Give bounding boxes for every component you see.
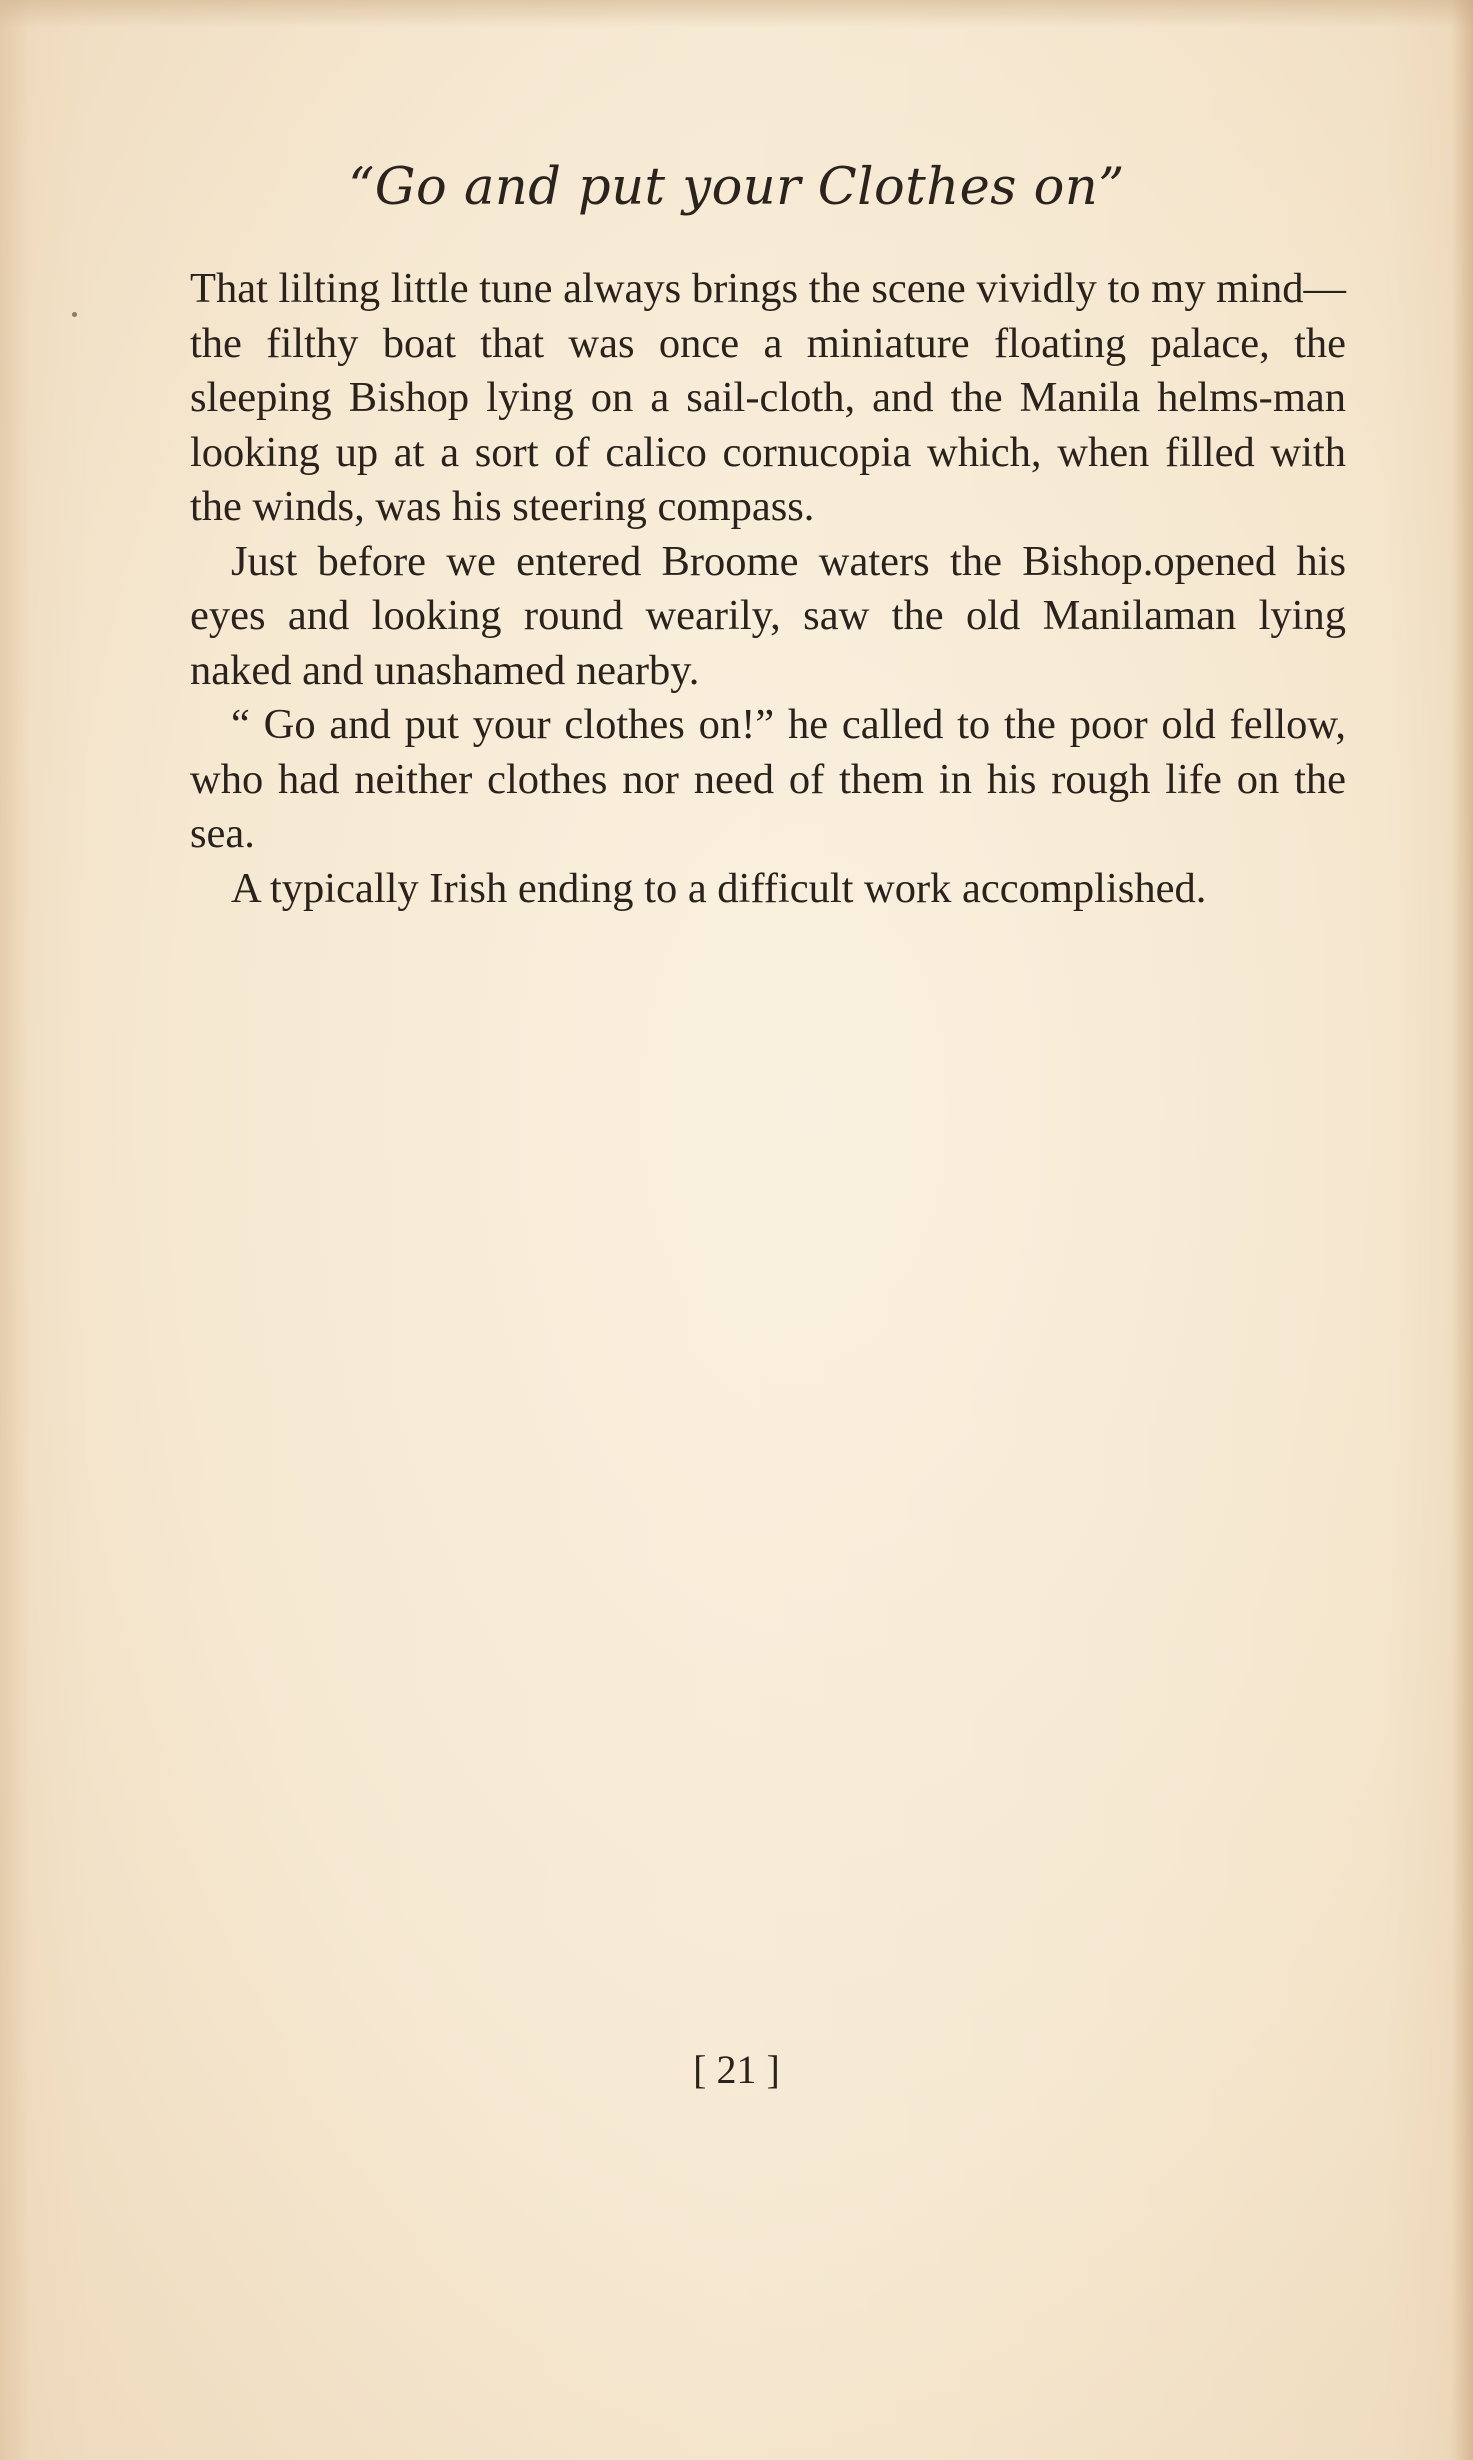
paragraph-1: That lilting little tune always brings the scene vividly to my mind—the filthy boat that was once a miniature floating palace, the sleeping Bishop lying on a sail-cloth, and the Manila helms-man looking up at a sort of calico cornucopia which, when filled with the winds, was his steering compass. [190, 265, 1346, 530]
paper-speck [72, 312, 77, 317]
paragraph-3: “ Go and put your clothes on!” he called to the poor old fellow, who had neither clothes nor need of them in his rough life on the sea. [190, 701, 1346, 857]
paragraph-2: Just before we entered Broome waters the Bishop.opened his eyes and looking round wearily, saw the old Manilaman lying naked and unashamed nearby. [190, 537, 1346, 694]
paragraph-4: A typically Irish ending to a difficult work accomplished. [231, 864, 1207, 912]
page-number: [ 21 ] [693, 2047, 780, 2092]
page-edge-top [0, 0, 1473, 28]
running-head: “Go and put your Clothes on” [348, 158, 1125, 217]
body-text [190, 262, 1346, 916]
